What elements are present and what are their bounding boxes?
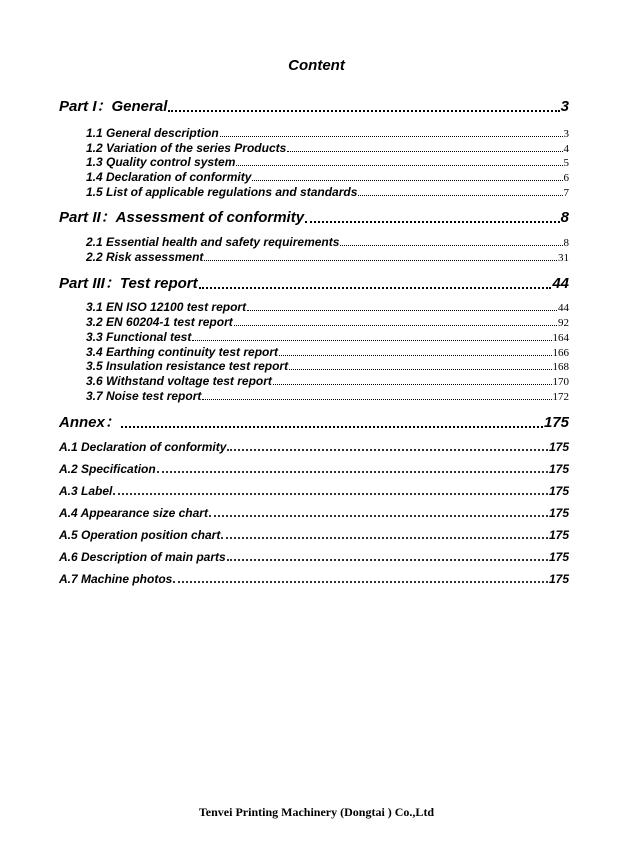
toc-page-number: 92 (558, 317, 569, 329)
toc-entry-label: A.6 Description of main parts (59, 550, 226, 564)
toc-entry-label: A.7 Machine photos (59, 572, 173, 586)
dot-leader (358, 195, 562, 196)
dot-leader (221, 537, 548, 539)
dot-leader (227, 449, 548, 451)
page-title: Content (288, 57, 345, 74)
dot-leader (279, 355, 551, 356)
dot-leader (168, 110, 559, 112)
toc-annex-item[interactable] (59, 484, 569, 498)
toc-section[interactable] (86, 345, 569, 359)
dot-leader (247, 310, 557, 311)
toc-page-number: 175 (543, 414, 569, 431)
toc-page-number: 8 (563, 237, 569, 249)
dot-leader (204, 260, 557, 261)
dot-leader (287, 151, 562, 152)
toc-section[interactable] (86, 389, 569, 403)
toc-page-number: 8 (560, 209, 569, 226)
toc-page-number: 7 (563, 187, 569, 199)
toc-part-2[interactable] (59, 206, 569, 227)
toc-section[interactable] (86, 126, 569, 140)
toc-entry-label: Part I：General (59, 98, 168, 115)
toc-page-number: 175 (548, 484, 569, 498)
toc-entry-label: 3.7 Noise test report (86, 389, 202, 403)
toc-section[interactable] (86, 235, 569, 249)
toc-section[interactable] (86, 300, 569, 314)
toc-page-number: 172 (552, 391, 569, 403)
dot-leader (227, 559, 548, 561)
toc-page-number: 3 (563, 128, 569, 140)
toc-page-number: 31 (558, 252, 569, 264)
toc-entry-label: 3.5 Insulation resistance test report (86, 359, 289, 373)
toc-page-number: 166 (552, 347, 569, 359)
toc-page-number: 44 (552, 275, 569, 292)
toc-section[interactable] (86, 250, 569, 264)
dot-leader (157, 471, 548, 473)
toc-section[interactable] (86, 185, 569, 199)
toc-section[interactable] (86, 374, 569, 388)
toc-annex-item[interactable] (59, 506, 569, 520)
toc-page-number: 3 (560, 98, 569, 115)
toc-page-number: 5 (563, 157, 569, 169)
toc-entry-label: 1.5 List of applicable regulations and standards (86, 185, 358, 199)
toc-entry-label: Part III：Test report (59, 275, 198, 292)
toc-page-number: 175 (548, 572, 569, 586)
toc-section[interactable] (86, 330, 569, 344)
toc-annex-item[interactable] (59, 528, 569, 542)
dot-leader (121, 426, 543, 428)
dot-leader (220, 136, 563, 137)
toc-entry-label: Annex： (59, 414, 120, 431)
dot-leader (234, 325, 557, 326)
toc-page-number: 175 (548, 550, 569, 564)
toc-entry-label: A.2 Specification (59, 462, 156, 476)
toc-annex-item[interactable] (59, 572, 569, 586)
toc-entry-label: 3.1 EN ISO 12100 test report (86, 300, 247, 314)
toc-page-number: 175 (548, 528, 569, 542)
toc-page-number: 164 (552, 332, 569, 344)
dot-leader (173, 581, 548, 583)
page-footer: Tenvei Printing Machinery (Dongtai ) Co.,Ltd (198, 805, 435, 819)
toc-entry-label: 3.3 Functional test (86, 330, 192, 344)
toc-section[interactable] (86, 170, 569, 184)
toc-entry-label: 2.1 Essential health and safety requirements (86, 235, 340, 249)
toc-entry-label: 1.2 Variation of the series Products (86, 141, 287, 155)
dot-leader (340, 245, 562, 246)
dot-leader (199, 287, 552, 289)
toc-page-number: 170 (552, 376, 569, 388)
toc-page-number: 168 (552, 361, 569, 373)
dot-leader (202, 399, 551, 400)
toc-entry-label: Part II：Assessment of conformity (59, 209, 305, 226)
dot-leader (289, 369, 551, 370)
dot-leader (236, 165, 562, 166)
toc-part-1[interactable] (59, 95, 569, 116)
toc-section[interactable] (86, 359, 569, 373)
dot-leader (113, 493, 548, 495)
toc-page-number: 6 (563, 172, 569, 184)
toc-entry-label: 1.3 Quality control system (86, 155, 236, 169)
toc-entry-label: A.3 Label (59, 484, 113, 498)
toc-annex-item[interactable] (59, 550, 569, 564)
toc-part-3[interactable] (59, 272, 569, 293)
toc-page-number: 175 (548, 440, 569, 454)
toc-entry-label: A.4 Appearance size chart (59, 506, 208, 520)
toc-entry-label: 3.2 EN 60204-1 test report (86, 315, 233, 329)
dot-leader (192, 340, 551, 341)
dot-leader (209, 515, 548, 517)
toc-entry-label: 1.1 General description (86, 126, 219, 140)
toc-annex-item[interactable] (59, 440, 569, 454)
toc-page-number: 4 (563, 143, 569, 155)
toc-page-number: 44 (558, 302, 569, 314)
toc-entry-label: A.5 Operation position chart (59, 528, 221, 542)
toc-annex[interactable] (59, 411, 569, 432)
toc-section[interactable] (86, 141, 569, 155)
dot-leader (273, 384, 552, 385)
toc-section[interactable] (86, 315, 569, 329)
toc-entry-label: A.1 Declaration of conformity (59, 440, 227, 454)
toc-entry-label: 3.6 Withstand voltage test report (86, 374, 272, 388)
toc-annex-item[interactable] (59, 462, 569, 476)
toc-section[interactable] (86, 155, 569, 169)
toc-entry-label: 3.4 Earthing continuity test report (86, 345, 279, 359)
dot-leader (305, 221, 560, 223)
toc-entry-label: 2.2 Risk assessment (86, 250, 204, 264)
dot-leader (252, 180, 562, 181)
toc-page-number: 175 (548, 462, 569, 476)
toc-page-number: 175 (548, 506, 569, 520)
toc-entry-label: 1.4 Declaration of conformity (86, 170, 252, 184)
